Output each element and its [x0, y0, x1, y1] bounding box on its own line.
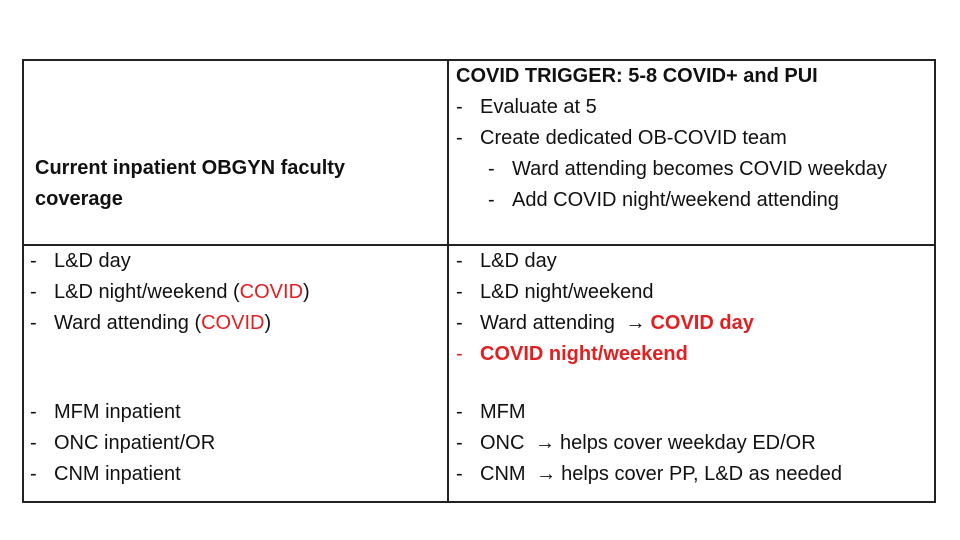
trigger-subitem-2: - Add COVID night/weekend attending	[488, 189, 839, 211]
column-divider	[447, 61, 449, 501]
right-arrow-icon: →	[625, 312, 646, 334]
row1-left-item-2: - L&D night/weekend (COVID)	[30, 281, 310, 303]
header-left-cell	[35, 153, 345, 215]
row1-right-item-4: - COVID night/weekend	[456, 343, 688, 365]
row1-left-cell	[30, 246, 310, 339]
header-right-cell	[456, 61, 887, 216]
row2-left-cell	[30, 397, 215, 490]
header-left-line-1: Current inpatient OBGYN faculty	[35, 157, 346, 179]
coverage-table	[22, 59, 936, 503]
row2-right-item-3: - CNM → helps cover PP, L&D as needed	[456, 459, 842, 490]
row2-left-item-2: - ONC inpatient/OR	[30, 432, 216, 454]
row1-right-item-3: - Ward attending → COVID day	[456, 308, 754, 339]
row2-right-item-1: - MFM	[456, 401, 526, 423]
trigger-item-1: - Evaluate at 5	[456, 96, 597, 118]
row2-left-item-1: - MFM inpatient	[30, 401, 181, 423]
row1-left-item-1: - L&D day	[30, 250, 131, 272]
trigger-subitem-1: - Ward attending becomes COVID weekday	[488, 158, 887, 180]
trigger-item-2: - Create dedicated OB-COVID team	[456, 127, 787, 149]
right-arrow-icon: →	[535, 432, 556, 454]
header-left-line-2: coverage	[35, 188, 123, 210]
row1-right-item-2: - L&D night/weekend	[456, 281, 654, 303]
covid-trigger-title: COVID TRIGGER: 5-8 COVID+ and PUI	[456, 65, 818, 87]
row2-left-item-3: - CNM inpatient	[30, 463, 181, 485]
row1-right-cell	[456, 246, 754, 370]
row2-right-cell	[456, 397, 842, 490]
row2-right-item-2: - ONC → helps cover weekday ED/OR	[456, 428, 842, 459]
right-arrow-icon: →	[536, 463, 557, 485]
row1-right-item-1: - L&D day	[456, 250, 557, 272]
row1-left-item-3: - Ward attending (COVID)	[30, 312, 272, 334]
